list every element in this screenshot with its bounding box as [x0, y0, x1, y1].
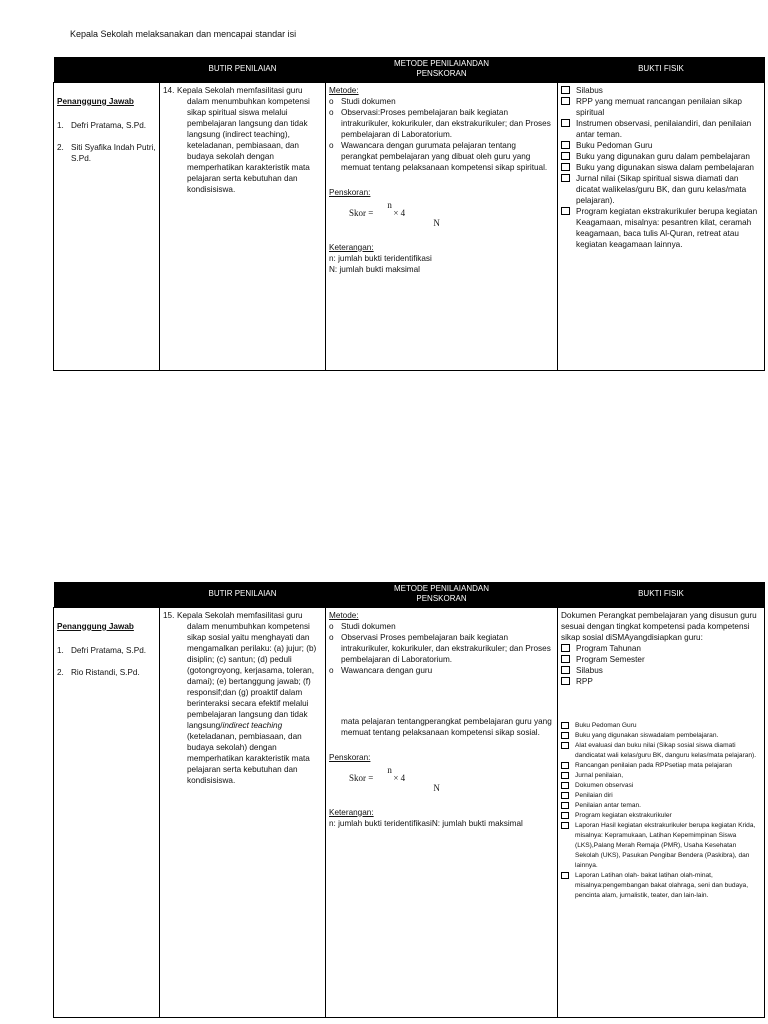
pj-list — [57, 120, 156, 164]
checkbox-icon — [561, 666, 570, 674]
checkbox-icon — [561, 207, 570, 215]
checkbox-icon — [561, 822, 569, 829]
page-heading: Kepala Sekolah melaksanakan dan mencapai standar isi — [70, 29, 297, 39]
checkbox-icon — [561, 119, 570, 127]
list-item: Program Semester — [561, 654, 761, 665]
bukti-list — [561, 85, 761, 250]
list-item: Program kegiatan ekstrakurikuler — [561, 811, 761, 821]
header-bukti: BUKTI FISIK — [558, 582, 765, 607]
metode-list — [329, 621, 554, 676]
list-item: o Wawancara dengan guru — [329, 665, 433, 675]
checkbox-icon — [561, 152, 570, 160]
keterangan-line: n: jumlah bukti teridentifikasiN: jumlah bukti maksimal — [329, 818, 523, 828]
butir-cell — [160, 607, 326, 1017]
checkbox-icon — [561, 742, 569, 749]
pj-list — [57, 645, 156, 678]
assessment-table-14 — [53, 57, 765, 371]
checkbox-icon — [561, 732, 569, 739]
list-item: 1. Defri Pratama, S.Pd. — [57, 645, 147, 655]
checkbox-icon — [561, 722, 569, 729]
checkbox-icon — [561, 644, 570, 652]
pj-title: Penanggung Jawab — [57, 96, 134, 106]
checkbox-icon — [561, 872, 569, 879]
checkbox-icon — [561, 802, 569, 809]
keterangan-title: Keterangan: — [329, 807, 374, 817]
checkbox-icon — [561, 655, 570, 663]
keterangan-title: Keterangan: — [329, 242, 374, 252]
header-butir: BUTIR PENILAIAN — [160, 582, 326, 607]
list-item: Laporan Latihan olah- bakat latihan olah-minat, misalnya:pengembangan bakat olahraga, seni dan budaya, pencinta alam, jurnalistik, teater, dan lain-lain. — [561, 871, 761, 901]
list-item: Silabus — [561, 665, 761, 676]
list-item: Buku yang digunakan siswadalam pembelajaran. — [561, 731, 761, 741]
bukti-list-small — [561, 721, 761, 901]
bukti-cell — [558, 82, 765, 370]
table-row — [54, 82, 765, 370]
bukti-intro: Dokumen Perangkat pembelajaran yang disusun guru sesuai dengan tingkat kompetensi pada kompetensi sikap sosial diSMAyangdisiapkan guru: — [561, 610, 757, 642]
list-item: Alat evaluasi dan buku nilai (Sikap sosial siswa diamati dandicatat wali kelas/guru BK, danguru kelas/mata pelajaran). — [561, 741, 761, 761]
list-item: o Observasi Proses pembelajaran baik kegiatan intrakurikuler, kokurikuler, dan ekstrakurikuler; dan Proses pembelajaran di Laboratorium. — [329, 632, 551, 664]
bukti-cell — [558, 607, 765, 1017]
list-item: Dokumen observasi — [561, 781, 761, 791]
list-item: Jurnal penilaian, — [561, 771, 761, 781]
butir-item: 14. Kepala Sekolah memfasilitasi guru dalam menumbuhkan kompetensi sikap spiritual siswa melalui pembelajaran langsung dan tidak langsung (indirect teaching), keteladanan, pembiasaan, dan budaya sekolah dengan memperhatikan karakteristik mata pelajaran serta kebutuhan dan kondisisiswa. — [163, 85, 310, 194]
checkbox-icon — [561, 772, 569, 779]
pj-title: Penanggung Jawab — [57, 621, 134, 631]
metode-list — [329, 96, 554, 173]
list-item: Penilaian diri — [561, 791, 761, 801]
list-item: Jurnal nilai (Sikap spiritual siswa diamati dan dicatat walikelas/guru BK, dan guru kelas/mata pelajaran). — [561, 173, 761, 206]
butir-cell — [160, 82, 326, 370]
checkbox-icon — [561, 141, 570, 149]
list-item: Buku Pedoman Guru — [561, 140, 761, 151]
pj-cell — [54, 82, 160, 370]
table-header-row — [54, 57, 765, 82]
list-item: o Studi dokumen — [329, 96, 396, 106]
bukti-list — [561, 643, 761, 687]
list-item: o Observasi:Proses pembelajaran baik kegiatan intrakurikuler, kokurikuler, dan ekstrakurikuler; dan Proses pembelajaran di Laboratorium. — [329, 107, 551, 139]
checkbox-icon — [561, 174, 570, 182]
list-item: Silabus — [561, 85, 761, 96]
score-formula: Skor = n × 4 N — [349, 199, 440, 228]
pj-cell — [54, 607, 160, 1017]
header-metode: METODE PENILAIANDAN PENSKORAN — [326, 582, 558, 607]
checkbox-icon — [561, 782, 569, 789]
list-item: 2. Rio Ristandi, S.Pd. — [57, 667, 140, 677]
table-header-row — [54, 582, 765, 607]
list-item: Buku yang digunakan guru dalam pembelajaran — [561, 151, 761, 162]
header-butir: BUTIR PENILAIAN — [160, 57, 326, 82]
list-item: Buku Pedoman Guru — [561, 721, 761, 731]
score-formula: Skor = n × 4 N — [349, 764, 440, 793]
list-item: RPP — [561, 676, 761, 687]
keterangan-line: n: jumlah bukti teridentifikasi — [329, 253, 432, 263]
metode-title: Metode: — [329, 85, 359, 95]
checkbox-icon — [561, 677, 570, 685]
metode-continuation: mata pelajaran tentangperangkat pembelajaran guru yang memuat tentang pelaksanaan kompetensi sikap sosial. — [341, 716, 552, 737]
header-blank — [54, 582, 160, 607]
checkbox-icon — [561, 97, 570, 105]
table-row — [54, 607, 765, 1017]
list-item: Program kegiatan ekstrakurikuler berupa kegiatan Keagamaan, misalnya: pesantren kilat, ceramah keagamaan, baca tulis Al-Quran, retreat atau kegiatan keagamaan lainnya. — [561, 206, 761, 250]
list-item: 2. Siti Syafika Indah Putri, S.Pd. — [57, 142, 156, 163]
list-item: o Studi dokumen — [329, 621, 396, 631]
penskoran-title: Penskoran: — [329, 187, 371, 197]
checkbox-icon — [561, 762, 569, 769]
list-item: Instrumen observasi, penilaiandiri, dan penilaian antar teman. — [561, 118, 761, 140]
keterangan-line: N: jumlah bukti maksimal — [329, 264, 420, 274]
checkbox-icon — [561, 812, 569, 819]
list-item: Program Tahunan — [561, 643, 761, 654]
list-item: o Wawancara dengan gurumata pelajaran tentang perangkat pembelajaran yang dibuat oleh guru yang memuat tentang pelaksanaan kompetensi sikap spiritual. — [329, 140, 548, 172]
list-item: Laporan Hasil kegiatan ekstrakurikuler berupa kegiatan Krida, misalnya: Kepramukaan, Latihan Kepemimpinan Siswa (LKS),Palang Merah Remaja (PMR), Usaha Kesehatan Sekolah (UKS), Pasukan Pengibar Bendera (Paskibra), dan lainnya. — [561, 821, 761, 871]
checkbox-icon — [561, 792, 569, 799]
list-item: Rancangan penilaian pada RPPsetiap mata pelajaran — [561, 761, 761, 771]
list-item: Penilaian antar teman. — [561, 801, 761, 811]
header-metode: METODE PENILAIANDAN PENSKORAN — [326, 57, 558, 82]
penskoran-title: Penskoran: — [329, 752, 371, 762]
metode-cell — [326, 82, 558, 370]
checkbox-icon — [561, 86, 570, 94]
assessment-table-15 — [53, 582, 765, 1018]
list-item: 1. Defri Pratama, S.Pd. — [57, 120, 147, 130]
metode-cell — [326, 607, 558, 1017]
header-bukti: BUKTI FISIK — [558, 57, 765, 82]
butir-item: 15. Kepala Sekolah memfasilitasi guru dalam menumbuhkan kompetensi sikap sosial yaitu menghayati dan mengamalkan perilaku: (a) jujur; (b) disiplin; (c) santun; (d) peduli (gotongroyong, kerjasama, toleran, damai); (e) bertanggung jawab; (f) responsif;dan (g) proaktif dalam berinteraksi secara efektif melalui pembelajaran langsung dan tidak langsung/indirect teaching (keteladanan, pembiasaan, dan budaya sekolah) dengan memperhatikan karakteristik mata pelajaran serta kebutuhan dan kondisisiswa. — [163, 610, 317, 785]
header-blank — [54, 57, 160, 82]
list-item: Buku yang digunakan siswa dalam pembelajaran — [561, 162, 761, 173]
metode-title: Metode: — [329, 610, 359, 620]
checkbox-icon — [561, 163, 570, 171]
list-item: RPP yang memuat rancangan penilaian sikap spiritual — [561, 96, 761, 118]
